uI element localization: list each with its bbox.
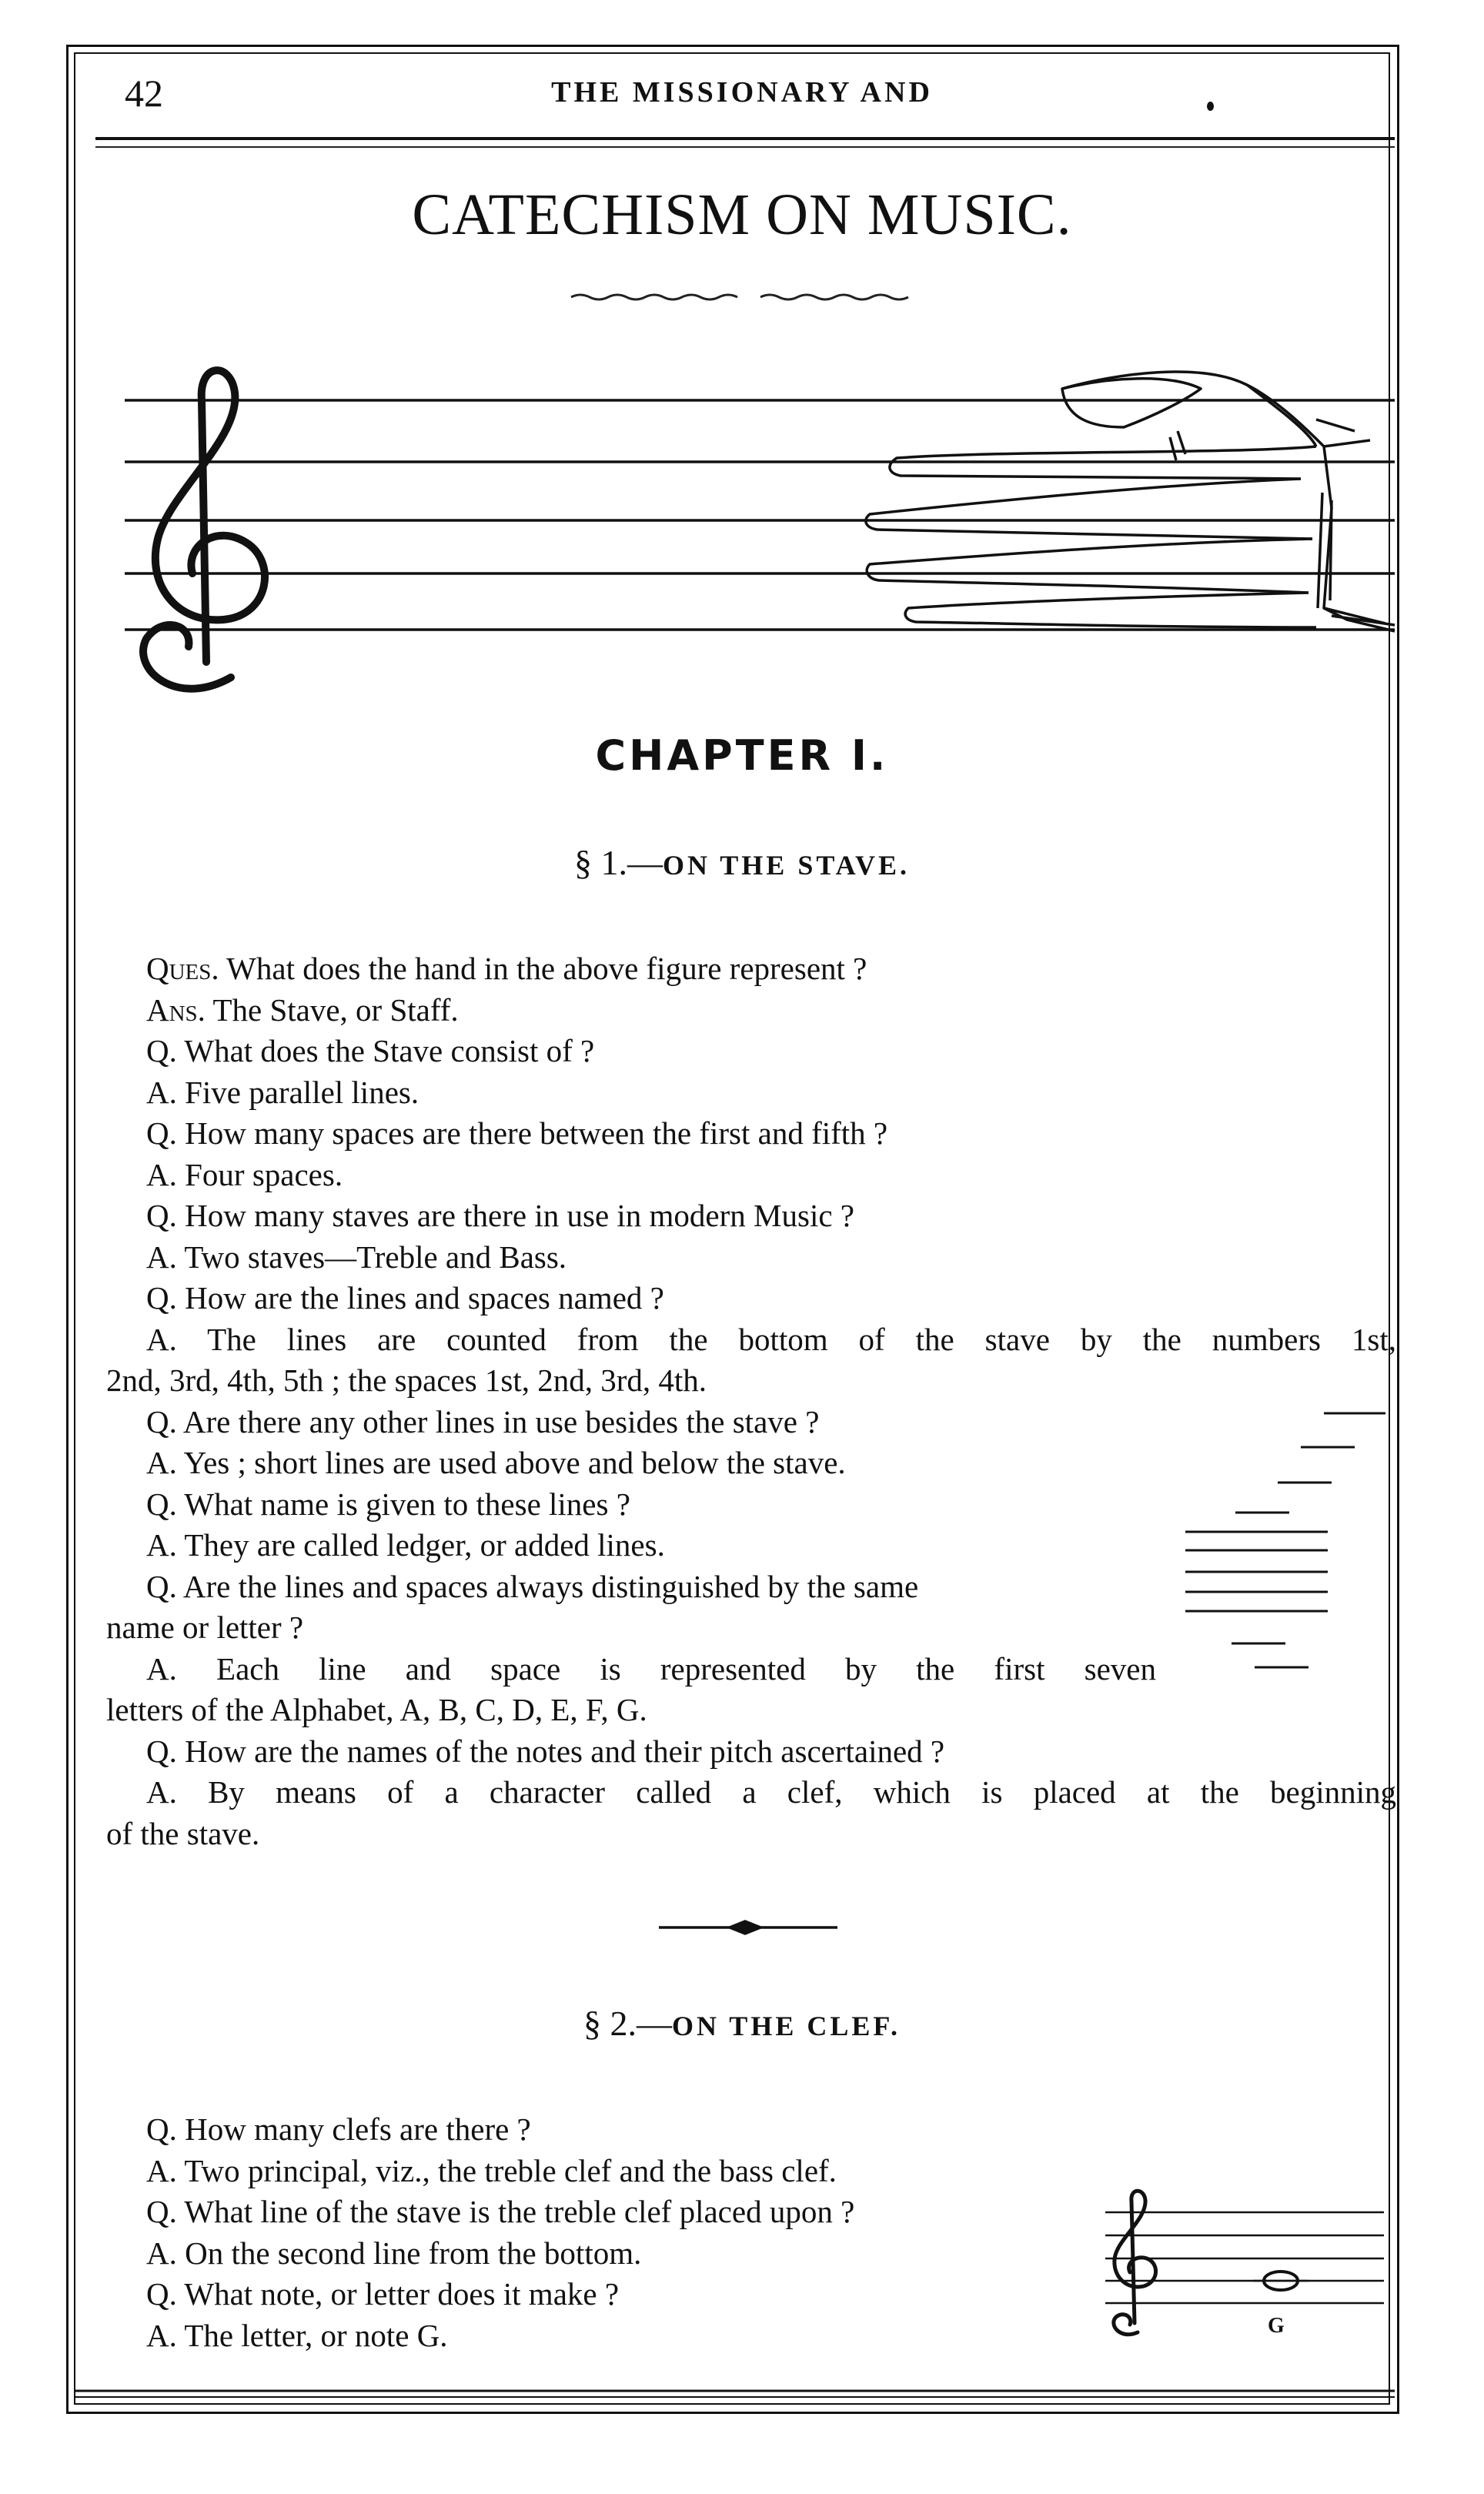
section-1-title: ON THE STAVE. — [662, 850, 911, 881]
qa-line: A. They are called ledger, or added lines. — [146, 1527, 665, 1563]
section-1-number: § 1.— — [573, 843, 663, 882]
qa-line: Q. How are the lines and spaces named ? — [146, 1280, 664, 1316]
qa-line: A. The letter, or note G. — [146, 2317, 448, 2353]
qa-line: A. Four spaces. — [146, 1156, 343, 1192]
section-divider — [659, 1921, 837, 1934]
qa-line: A. Five parallel lines. — [146, 1074, 419, 1110]
qa-line: Q. How many clefs are there ? — [146, 2111, 531, 2147]
qa-line: Q. What name is given to these lines ? — [146, 1486, 630, 1522]
qa-line-continued: letters of the Alphabet, A, B, C, D, E, F, G. — [106, 1692, 647, 1727]
qa-line: Q. What does the Stave consist of ? — [146, 1033, 595, 1068]
note-g-label: G — [1268, 2314, 1285, 2338]
section-2-heading — [0, 2003, 1484, 2044]
section-2-qa — [106, 2109, 1396, 2356]
treble-clef-icon — [143, 370, 265, 689]
page-number: 42 — [125, 72, 163, 115]
section-1-qa — [106, 948, 1396, 1854]
qa-line: A. Two staves—Treble and Bass. — [146, 1239, 567, 1275]
qa-line: A. Each line and space is represented by the first seven — [146, 1650, 1156, 1687]
section-2-number: § 2.— — [583, 2004, 672, 2043]
section-1-heading — [0, 842, 1484, 883]
section-2-title: ON THE CLEF. — [671, 2011, 901, 2041]
chapter-heading: CHAPTER I. — [595, 731, 889, 780]
qa-line: Q. What note, or letter does it make ? — [146, 2276, 620, 2312]
qa-line-continued: name or letter ? — [106, 1610, 304, 1645]
qa-line: A. By means of a character called a clef, which is placed at the beginning — [146, 1774, 1396, 1810]
qa-line: A. On the second line from the bottom. — [146, 2235, 642, 2271]
qa-line: Q. How many staves are there in use in modern Music ? — [146, 1198, 854, 1233]
main-title: CATECHISM ON MUSIC. — [412, 182, 1072, 247]
qa-line: Q. Are there any other lines in use besides the stave ? — [146, 1403, 820, 1439]
qa-line: A. The lines are counted from the bottom of the stave by the numbers 1st, — [146, 1321, 1397, 1357]
qa-line: A. Two principal, viz., the treble clef and the bass clef. — [146, 2152, 837, 2188]
qa-line: Q. What line of the stave is the treble clef placed upon ? — [146, 2194, 855, 2229]
qa-line-continued: of the stave. — [106, 1815, 260, 1851]
qa-line-continued: 2nd, 3rd, 4th, 5th ; the spaces 1st, 2nd, 3rd, 4th. — [106, 1362, 707, 1398]
running-head: THE MISSIONARY AND — [551, 76, 933, 109]
qa-line: Q. How many spaces are there between the first and fifth ? — [146, 1115, 888, 1151]
qa-line: Q. How are the names of the notes and their pitch ascertained ? — [146, 1733, 945, 1769]
title-ornament — [571, 295, 908, 299]
qa-line: Ans. The Stave, or Staff. — [146, 991, 459, 1028]
qa-line: Q. Are the lines and spaces always distinguished by the same — [146, 1568, 919, 1604]
hand-figure — [866, 372, 1395, 631]
qa-line: A. Yes ; short lines are used above and below the stave. — [146, 1445, 846, 1480]
qa-line: Ques. What does the hand in the above figure represent ? — [146, 951, 867, 986]
